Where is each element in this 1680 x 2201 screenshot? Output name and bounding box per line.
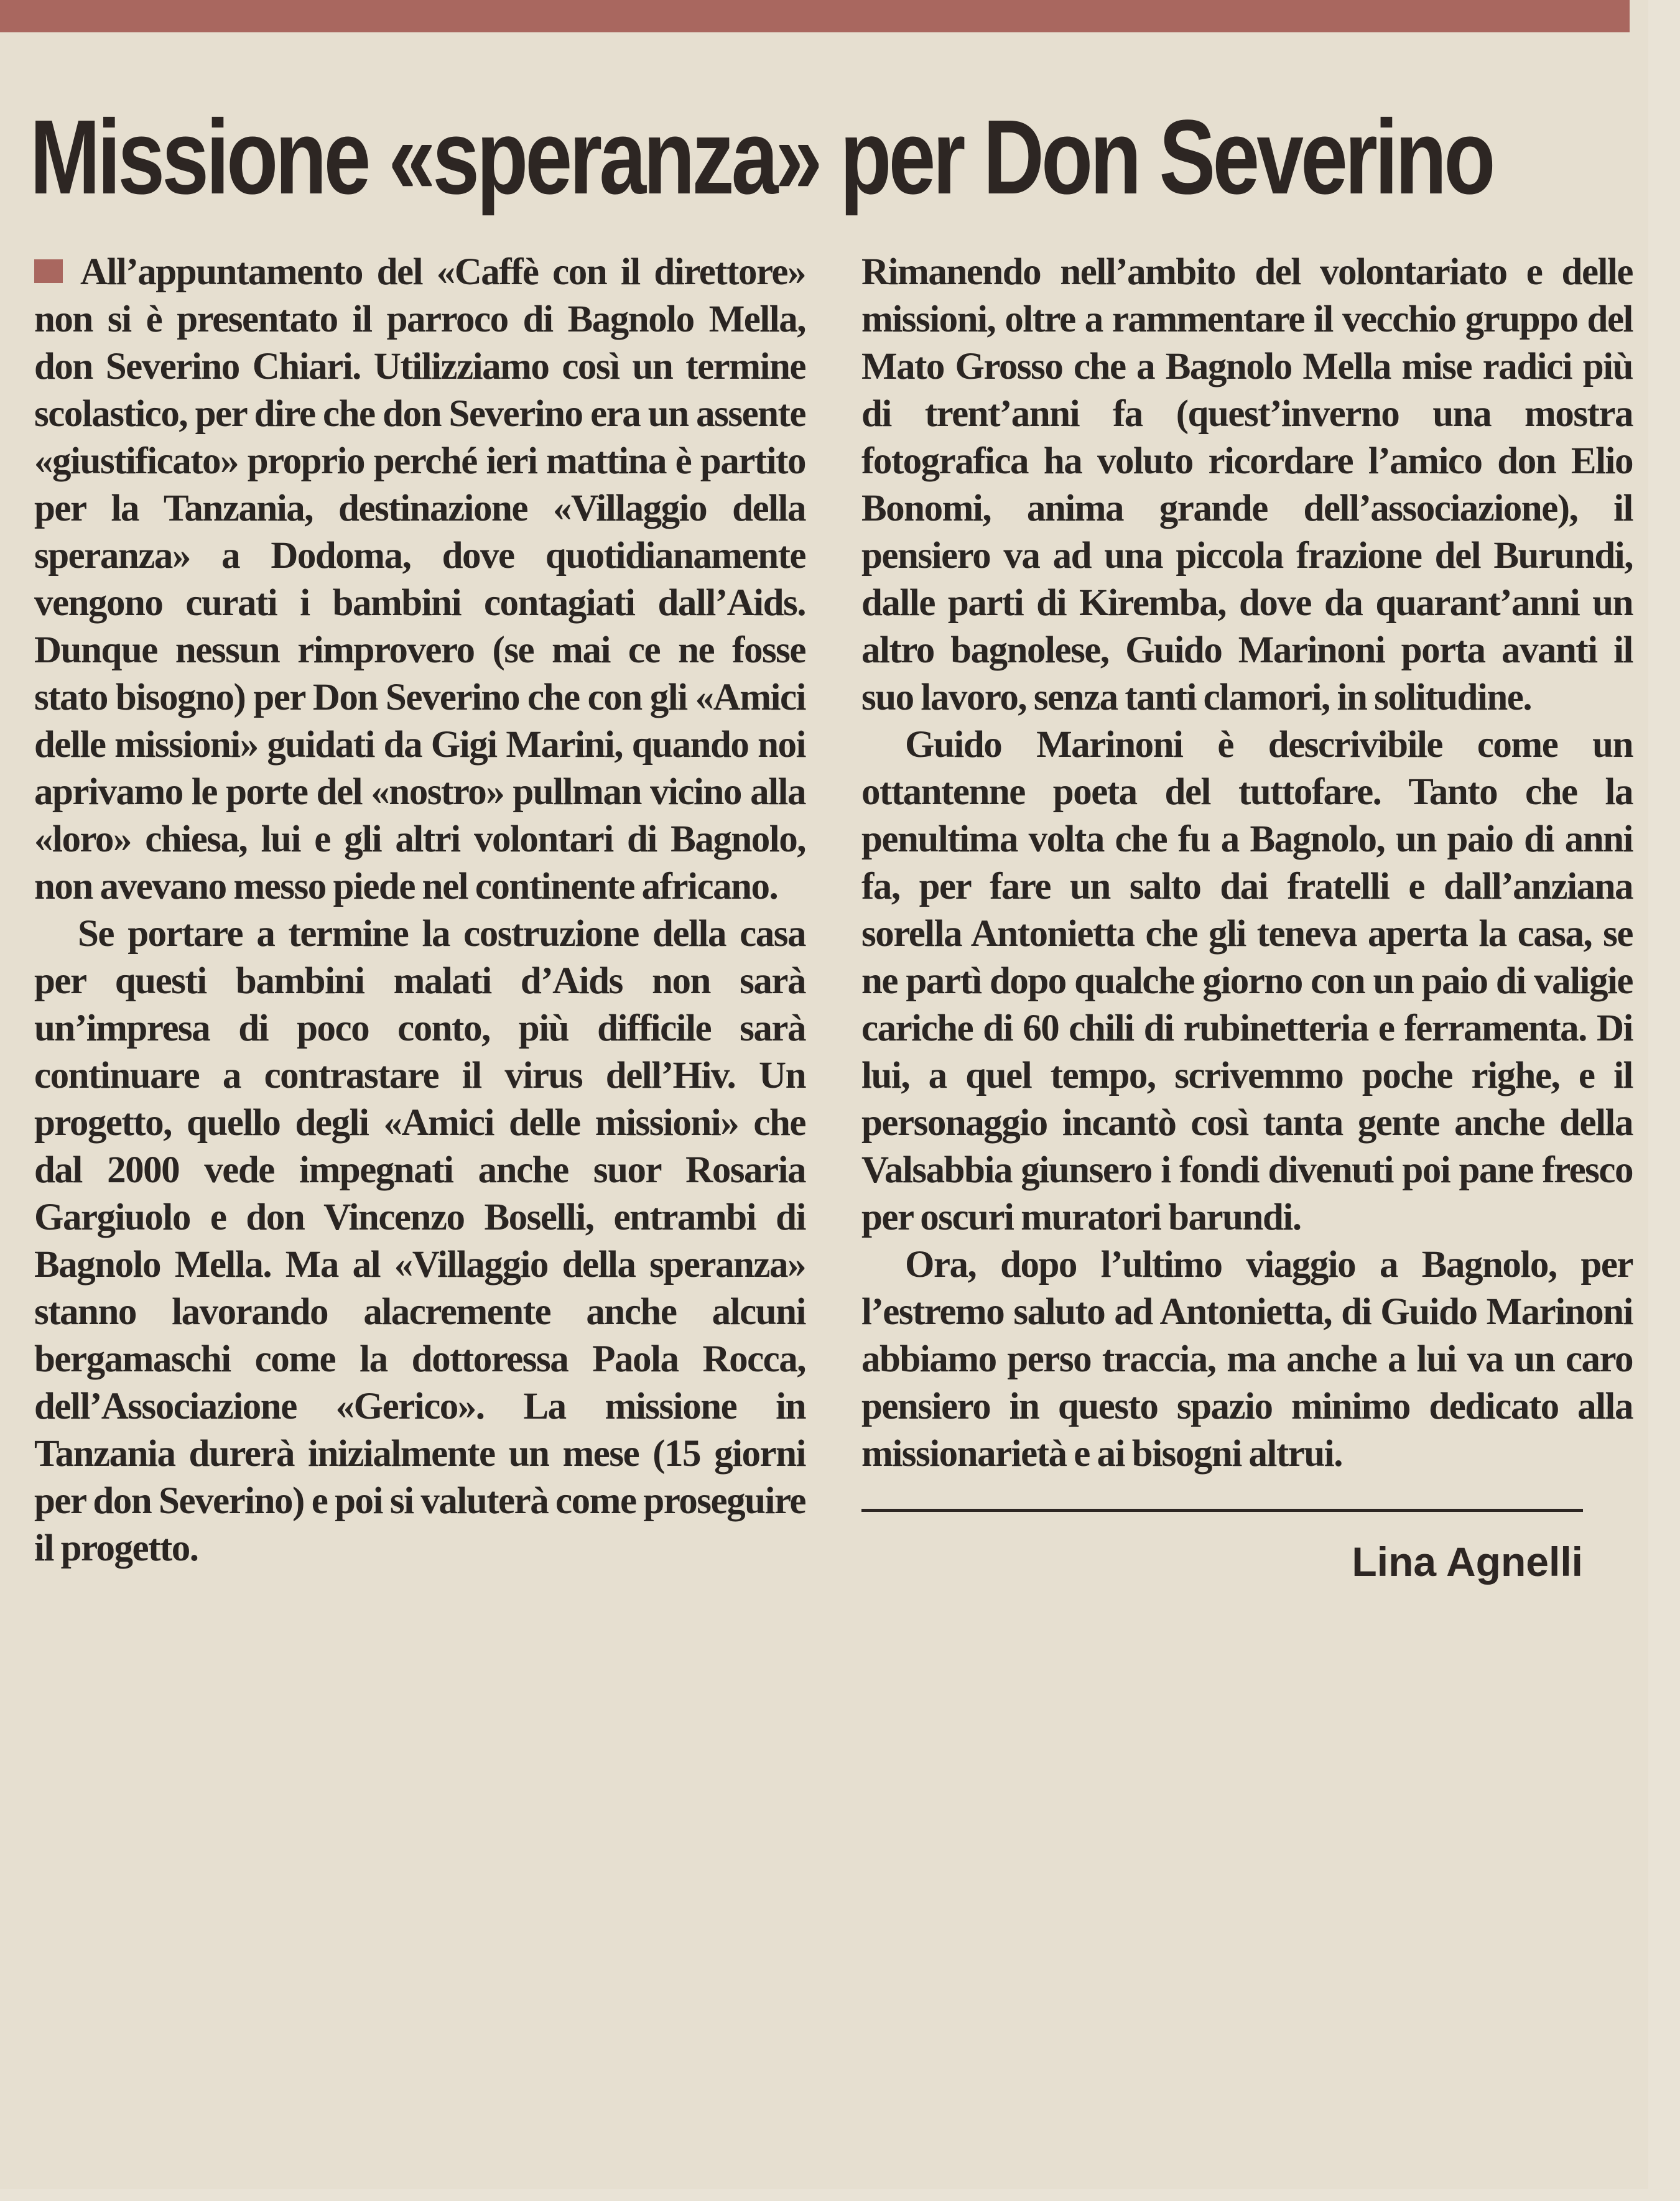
article-column-right: [861, 249, 1633, 1587]
byline-block: [861, 1509, 1633, 1587]
paragraph: Ora, dopo l’ultimo viaggio a Bagnolo, per l’estremo saluto ad Antonietta, di Guido Marinoni abbiamo perso traccia, ma anche a lui va un caro pensiero in questo spazio minimo dedicato alla missionarietà e ai bisogni altrui.: [861, 1244, 1633, 1475]
section-color-bar: [0, 0, 1630, 32]
lead-marker-icon: [34, 259, 63, 283]
byline-divider: [861, 1509, 1583, 1512]
paragraph: [34, 249, 805, 911]
article-column-left: [34, 249, 805, 1572]
paragraph: Guido Marinoni è descrivibile come un ottantenne poeta del tuttofare. Tanto che la penultima volta che fu a Bagnolo, un paio di anni fa, per fare un salto dai fratelli e dall’anziana sorella Antonietta che gli teneva aperta la casa, se ne partì dopo qualche giorno con un paio di valigie cariche di 60 chili di rubinetteria e ferramenta. Di lui, a quel tempo, scrivemmo poche righe, e il personaggio incantò così tanta gente anche della Valsabbia giunsero i fondi divenuti poi pane fresco per oscuri muratori barundi.: [861, 724, 1633, 1238]
headline: Missione «speranza» per Don Severino: [30, 98, 1493, 216]
byline: Lina Agnelli: [1352, 1539, 1583, 1585]
paragraph: Rimanendo nell’ambito del volontariato e delle missioni, oltre a rammentare il vecchio gruppo del Mato Grosso che a Bagnolo Mella mise radici più di trent’anni fa (quest’inverno una mostra fotografica ha voluto ricordare l’amico don Elio Bonomi, anima grande dell’associazione), il pensiero va ad una piccola frazione del Burundi, dalle parti di Kiremba, dove da quarant’anni un altro bagnolese, Guido Marinoni porta avanti il suo lavoro, senza tanti clamori, in solitudine.: [861, 251, 1633, 718]
paragraph: Se portare a termine la costruzione della casa per questi bambini malati d’Aids non sarà un’impresa di poco conto, più difficile sarà continuare a contrastare il virus dell’Hiv. Un progetto, quello degli «Amici delle missioni» che dal 2000 vede impegnati anche suor Rosaria Gargiuolo e don Vincenzo Boselli, entrambi di Bagnolo Mella. Ma al «Villaggio della speranza» stanno lavorando alacremente anche alcuni bergamaschi come la dottoressa Paola Rocca, dell’Associazione «Gerico». La missione in Tanzania durerà inizialmente un mese (15 giorni per don Severino) e poi si valuterà come proseguire il progetto.: [34, 913, 805, 1569]
paragraph-text: All’appuntamento del «Caffè con il direttore» non si è presentato il parroco di Bagnolo Mella, don Severino Chiari. Utilizziamo così un termine scolastico, per dire che don Severino era un assente «giustificato» proprio perché ieri mattina è partito per la Tanzania, destinazione «Villaggio della speranza» a Dodoma, dove quotidianamente vengono curati i bambini contagiati dall’Aids. Dunque nessun rimprovero (se mai ce ne fosse stato bisogno) per Don Severino che con gli «Amici delle missioni» guidati da Gigi Marini, quando noi aprivamo le porte del «nostro» pullman vicino alla «loro» chiesa, lui e gli altri volontari di Bagnolo, non avevano messo piede nel continente africano.: [34, 251, 805, 907]
